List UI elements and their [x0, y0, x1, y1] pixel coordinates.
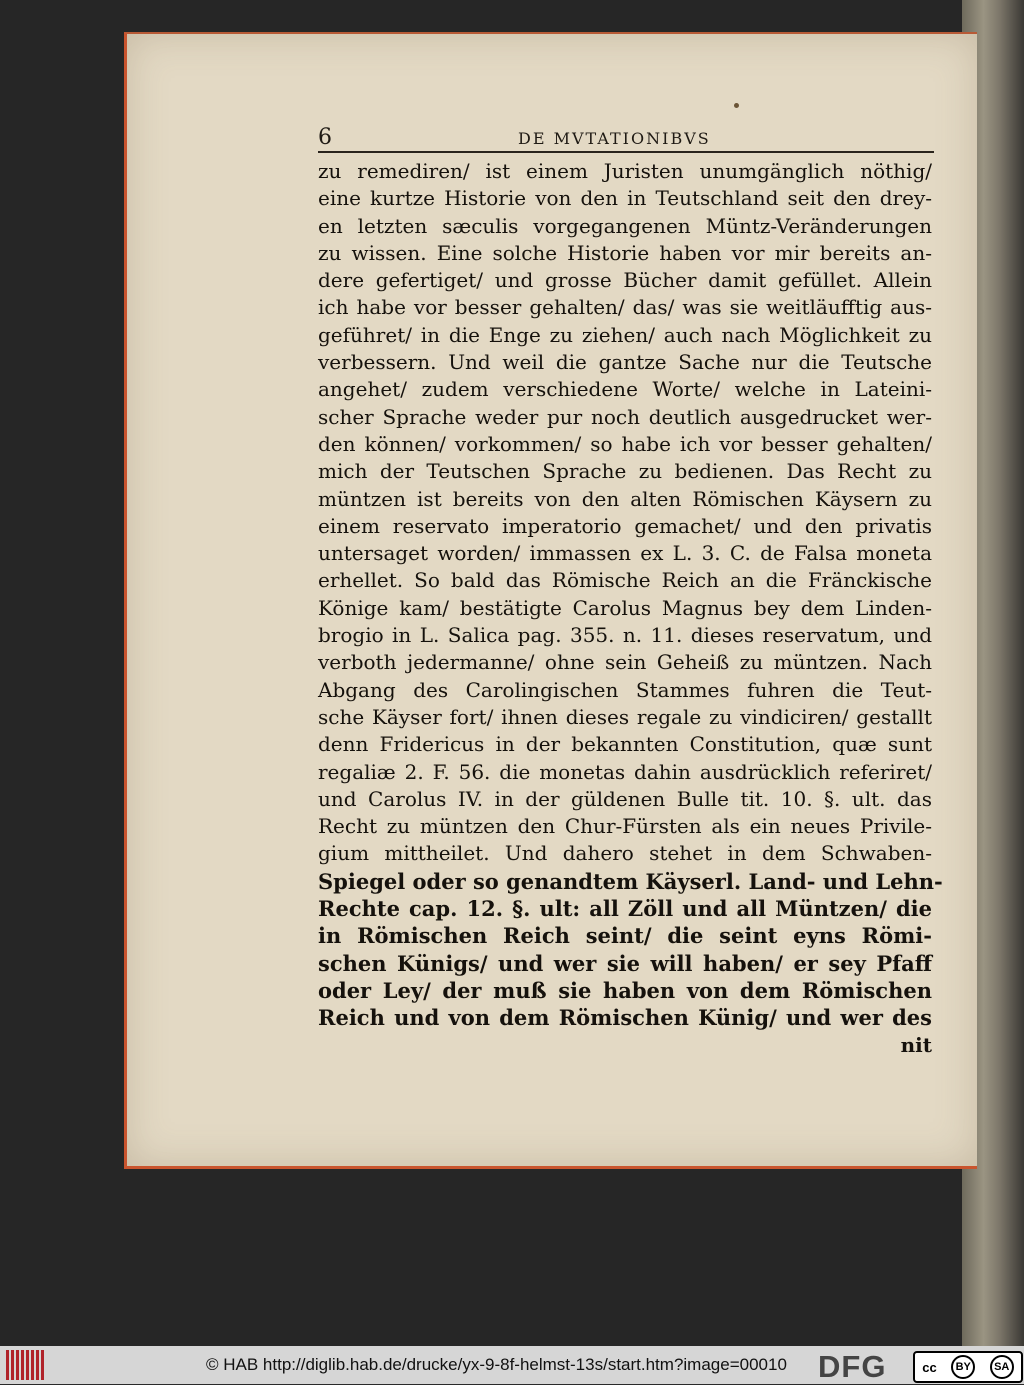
text-line: en letzten sæculis vorgegangenen Müntz-Veränderungen [318, 213, 932, 238]
text-line: verbessern. Und weil die gantze Sache nur die Teutsche [318, 350, 932, 375]
text-line: Abgang des Carolingischen Stammes fuhren die Teut- [318, 677, 932, 702]
source-link[interactable]: © HAB http://diglib.hab.de/drucke/yx-9-8f-helmst-13s/start.htm?image=00010 [206, 1355, 787, 1374]
text-line: Recht zu müntzen den Chur-Fürsten als ein neues Privile- [318, 814, 932, 839]
text-line: brogio in L. Salica pag. 355. n. 11. dieses reservatum, und [318, 623, 932, 648]
text-line: in Römischen Reich seint/ die seint eyns Römi- [318, 923, 932, 949]
text-line: oder Ley/ der muß sie haben von dem Römischen [318, 977, 932, 1003]
text-line: und Carolus IV. in der güldenen Bulle tit. 10. §. ult. das [318, 786, 932, 811]
text-line: Spiegel oder so genandtem Käyserl. Land- und Lehn- [318, 868, 943, 894]
text-line: Rechte cap. 12. §. ult: all Zöll und all Müntzen/ die [318, 896, 932, 922]
text-line: untersaget worden/ immassen ex L. 3. C. de Falsa moneta [318, 541, 932, 566]
text-line: verboth jedermanne/ ohne sein Geheiß zu müntzen. Nach [318, 650, 932, 675]
text-line: den können/ vorkommen/ so habe ich vor besser gehalten/ [318, 431, 932, 456]
text-line: regaliæ 2. F. 56. die monetas dahin ausdrücklich referiret/ [318, 759, 932, 784]
text-line: gium mittheilet. Und dahero stehet in dem Schwaben- [318, 841, 932, 866]
hab-logo-icon[interactable] [6, 1350, 46, 1380]
body-text [318, 158, 943, 1059]
running-head: DE MVTATIONIBVS [518, 129, 711, 148]
ink-speck [734, 103, 739, 108]
page-number: 6 [318, 125, 332, 150]
sa-icon: SA [990, 1355, 1014, 1379]
text-line: Reich und von dem Römischen Künig/ und wer des [318, 1005, 932, 1031]
text-line: dere gefertiget/ und grosse Bücher damit gefüllet. Allein [318, 268, 932, 293]
text-line: sche Käyser fort/ ihnen dieses regale zu vindiciren/ gestallt [318, 704, 932, 729]
dfg-logo[interactable]: DFG [818, 1349, 887, 1384]
text-line: erhellet. So bald das Römische Reich an die Fränckische [318, 568, 932, 593]
text-line: müntzen ist bereits von den alten Römischen Käysern zu [318, 486, 932, 511]
text-line: einem reservato imperatorio gemachet/ und den privatis [318, 513, 932, 538]
cc-license-badge[interactable] [913, 1351, 1023, 1383]
text-line: denn Fridericus in der bekannten Constitution, quæ sunt [318, 732, 932, 757]
catchword: nit [900, 1032, 932, 1057]
cc-icon: cc [922, 1359, 937, 1375]
text-line: schen Künigs/ und wer sie will haben/ er sey Pfaff [318, 950, 932, 976]
text-line: zu wissen. Eine solche Historie haben vor mir bereits an- [318, 240, 932, 265]
viewer-footer [0, 1346, 1024, 1384]
text-line: angehet/ zudem verschiedene Worte/ welche in Lateini- [318, 377, 932, 402]
by-icon: BY [951, 1355, 975, 1379]
head-rule [318, 151, 934, 153]
text-line: zu remediren/ ist einem Juristen unumgänglich nöthig/ [318, 159, 932, 183]
text-line: geführet/ in die Enge zu ziehen/ auch nach Möglichkeit zu [318, 322, 932, 347]
text-line: eine kurtze Historie von den in Teutschland seit den drey- [318, 186, 932, 211]
text-line: Könige kam/ bestätigte Carolus Magnus bey dem Linden- [318, 595, 932, 620]
text-line: mich der Teutschen Sprache zu bedienen. Das Recht zu [318, 459, 932, 484]
text-line: scher Sprache weder pur noch deutlich ausgedrucket wer- [318, 404, 932, 429]
text-line: ich habe vor besser gehalten/ das/ was sie weitläufftig aus- [318, 295, 932, 320]
